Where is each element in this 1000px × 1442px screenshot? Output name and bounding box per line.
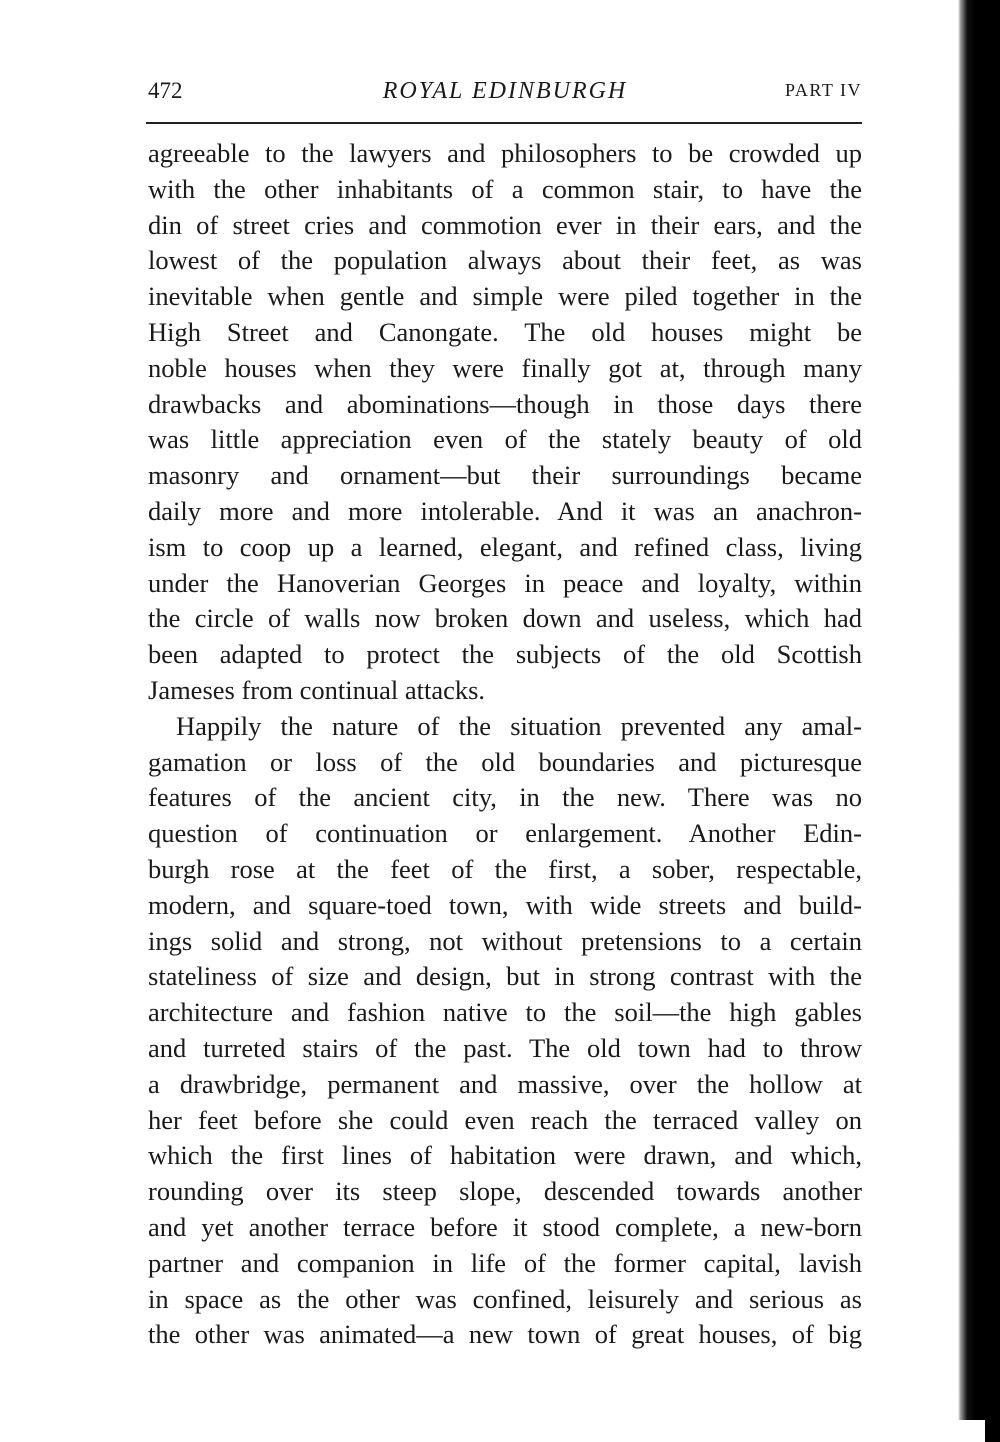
part-label: PART IV <box>785 80 862 100</box>
text-line: ings solid and strong, not without pretensions to a certain <box>148 925 862 956</box>
text-line: with the other inhabitants of a common stair, to have the <box>148 173 862 204</box>
text-line: daily more and more intolerable. And it was an anachron- <box>148 495 862 526</box>
running-header <box>148 78 862 112</box>
text-line: the circle of walls now broken down and useless, which had <box>148 603 862 634</box>
text-line: the other was animated—a new town of great houses, of big <box>148 1319 862 1350</box>
text-line: modern, and square-toed town, with wide streets and build- <box>148 889 862 920</box>
text-line: din of street cries and commotion ever in their ears, and the <box>148 209 862 240</box>
text-line: masonry and ornament—but their surroundings became <box>148 460 862 491</box>
text-line: burgh rose at the feet of the first, a sober, respectable, <box>148 853 862 884</box>
text-line: lowest of the population always about their feet, as was <box>148 245 862 276</box>
header-rule <box>146 122 862 124</box>
text-line: and yet another terrace before it stood complete, a new-born <box>148 1211 862 1242</box>
text-line: features of the ancient city, in the new. There was no <box>148 782 862 813</box>
text-line: gamation or loss of the old boundaries and picturesque <box>148 746 862 777</box>
text-line: agreeable to the lawyers and philosophers to be crowded up <box>148 138 862 168</box>
page-number: 472 <box>148 78 183 103</box>
text-line: drawbacks and abominations—though in those days there <box>148 388 862 419</box>
text-line: architecture and fashion native to the soil—the high gables <box>148 997 862 1028</box>
text-line: been adapted to protect the subjects of the old Scottish <box>148 639 862 670</box>
text-line: was little appreciation even of the stately beauty of old <box>148 424 862 455</box>
text-line: her feet before she could even reach the terraced valley on <box>148 1104 862 1135</box>
text-line: Jameses from continual attacks. <box>148 674 486 705</box>
text-line: and turreted stairs of the past. The old town had to throw <box>148 1032 862 1063</box>
scan-edge-border <box>985 0 1000 1442</box>
text-line: Happily the nature of the situation prevented any amal- <box>176 710 862 741</box>
text-line: question of continuation or enlargement. Another Edin- <box>148 818 862 849</box>
text-line: under the Hanoverian Georges in peace and loyalty, within <box>148 567 862 598</box>
text-line: rounding over its steep slope, descended towards another <box>148 1176 862 1207</box>
text-line: High Street and Canongate. The old houses might be <box>148 316 862 347</box>
text-line: inevitable when gentle and simple were piled together in the <box>148 281 862 312</box>
text-line: noble houses when they were finally got at, through many <box>148 352 862 383</box>
text-line: in space as the other was confined, leisurely and serious as <box>148 1283 862 1314</box>
page-body <box>148 136 862 1353</box>
running-title: ROYAL EDINBURGH <box>382 78 628 104</box>
text-line: partner and companion in life of the former capital, lavish <box>148 1247 862 1278</box>
text-line: stateliness of size and design, but in strong contrast with the <box>148 961 862 992</box>
text-line: which the first lines of habitation were drawn, and which, <box>148 1140 862 1171</box>
text-line: ism to coop up a learned, elegant, and refined class, living <box>148 531 862 562</box>
text-line: a drawbridge, permanent and massive, over the hollow at <box>148 1068 862 1099</box>
